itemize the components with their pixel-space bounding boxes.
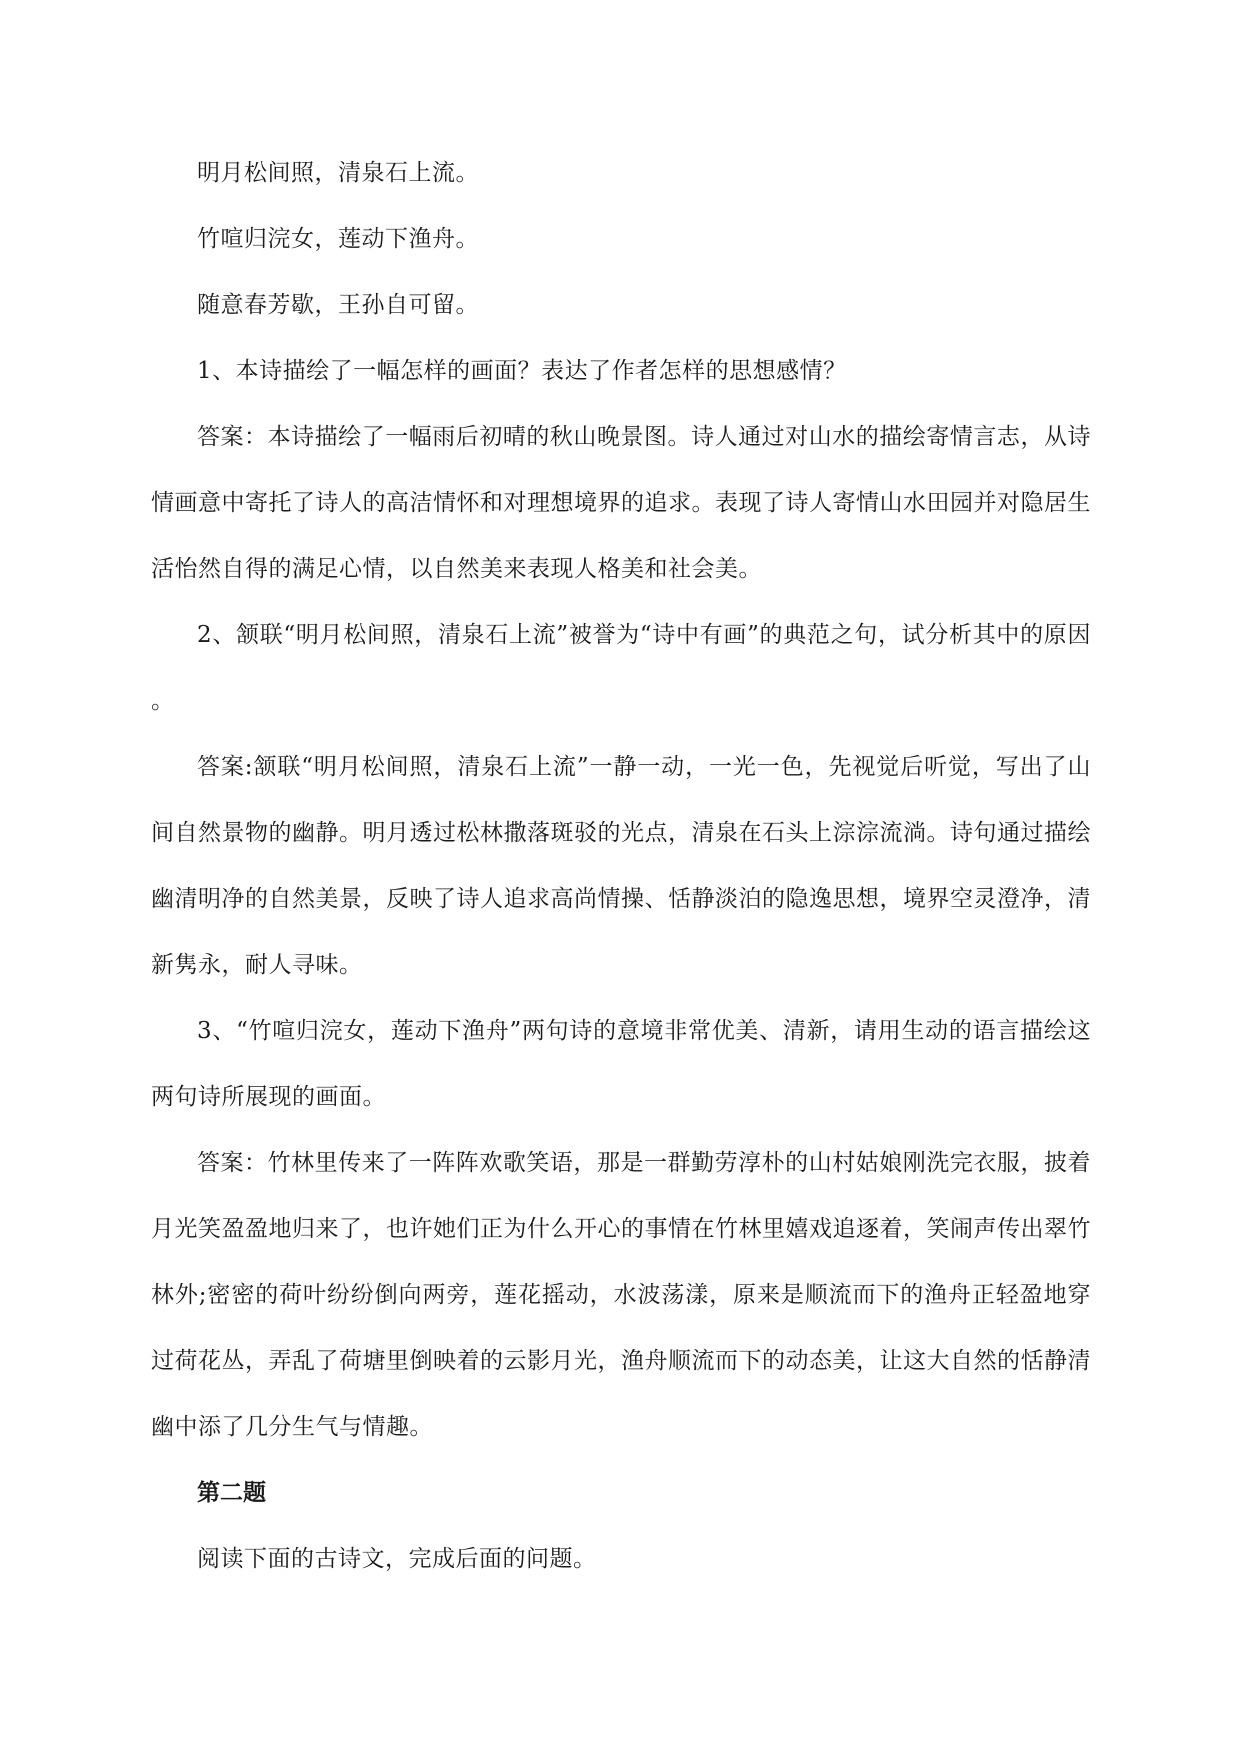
section-instruction: 阅读下面的古诗文，完成后面的问题。 bbox=[197, 1546, 597, 1572]
poem-line-3: 随意春芳歇，王孙自可留。 bbox=[197, 292, 479, 318]
answer-1: 答案：本诗描绘了一幅雨后初晴的秋山晚景图。诗人通过对山水的描绘寄情言志，从诗情画意中寄托了诗人的高洁情怀和对理想境界的追求。表现了诗人寄情山水田园并对隐居生活怡然自得的满足心情，以自然美来表现人格美和社会美。 bbox=[151, 424, 1091, 582]
answer-2: 答案:颔联“明月松间照，清泉石上流”一静一动，一光一色，先视觉后听觉，写出了山间自然景物的幽静。明月透过松林撒落斑驳的光点，清泉在石头上淙淙流淌。诗句通过描绘幽清明净的自然美景，反映了诗人追求高尚情操、恬静淡泊的隐逸思想，境界空灵澄净，清新隽永，耐人寻味。 bbox=[151, 754, 1091, 978]
question-3: 3、“竹喧归浣女，莲动下渔舟”两句诗的意境非常优美、清新，请用生动的语言描绘这两句诗所展现的画面。 bbox=[151, 1018, 1091, 1110]
document-body bbox=[151, 140, 1091, 1592]
section-heading: 第二题 bbox=[197, 1480, 266, 1506]
question-1: 1、本诗描绘了一幅怎样的画面？表达了作者怎样的思想感情？ bbox=[197, 358, 847, 384]
poem-line-1: 明月松间照，清泉石上流。 bbox=[197, 160, 479, 186]
question-2: 2、颔联“明月松间照，清泉石上流”被誉为“诗中有画”的典范之句，试分析其中的原因。 bbox=[151, 622, 1091, 714]
poem-line-2: 竹喧归浣女，莲动下渔舟。 bbox=[197, 226, 479, 252]
answer-3: 答案：竹林里传来了一阵阵欢歌笑语，那是一群勤劳淳朴的山村姑娘刚洗完衣服，披着月光笑盈盈地归来了，也许她们正为什么开心的事情在竹林里嬉戏追逐着，笑闹声传出翠竹林外;密密的荷叶纷纷倒向两旁，莲花摇动，水波荡漾，原来是顺流而下的渔舟正轻盈地穿过荷花丛，弄乱了荷塘里倒映着的云影月光，渔舟顺流而下的动态美，让这大自然的恬静清幽中添了几分生气与情趣。 bbox=[151, 1150, 1091, 1440]
